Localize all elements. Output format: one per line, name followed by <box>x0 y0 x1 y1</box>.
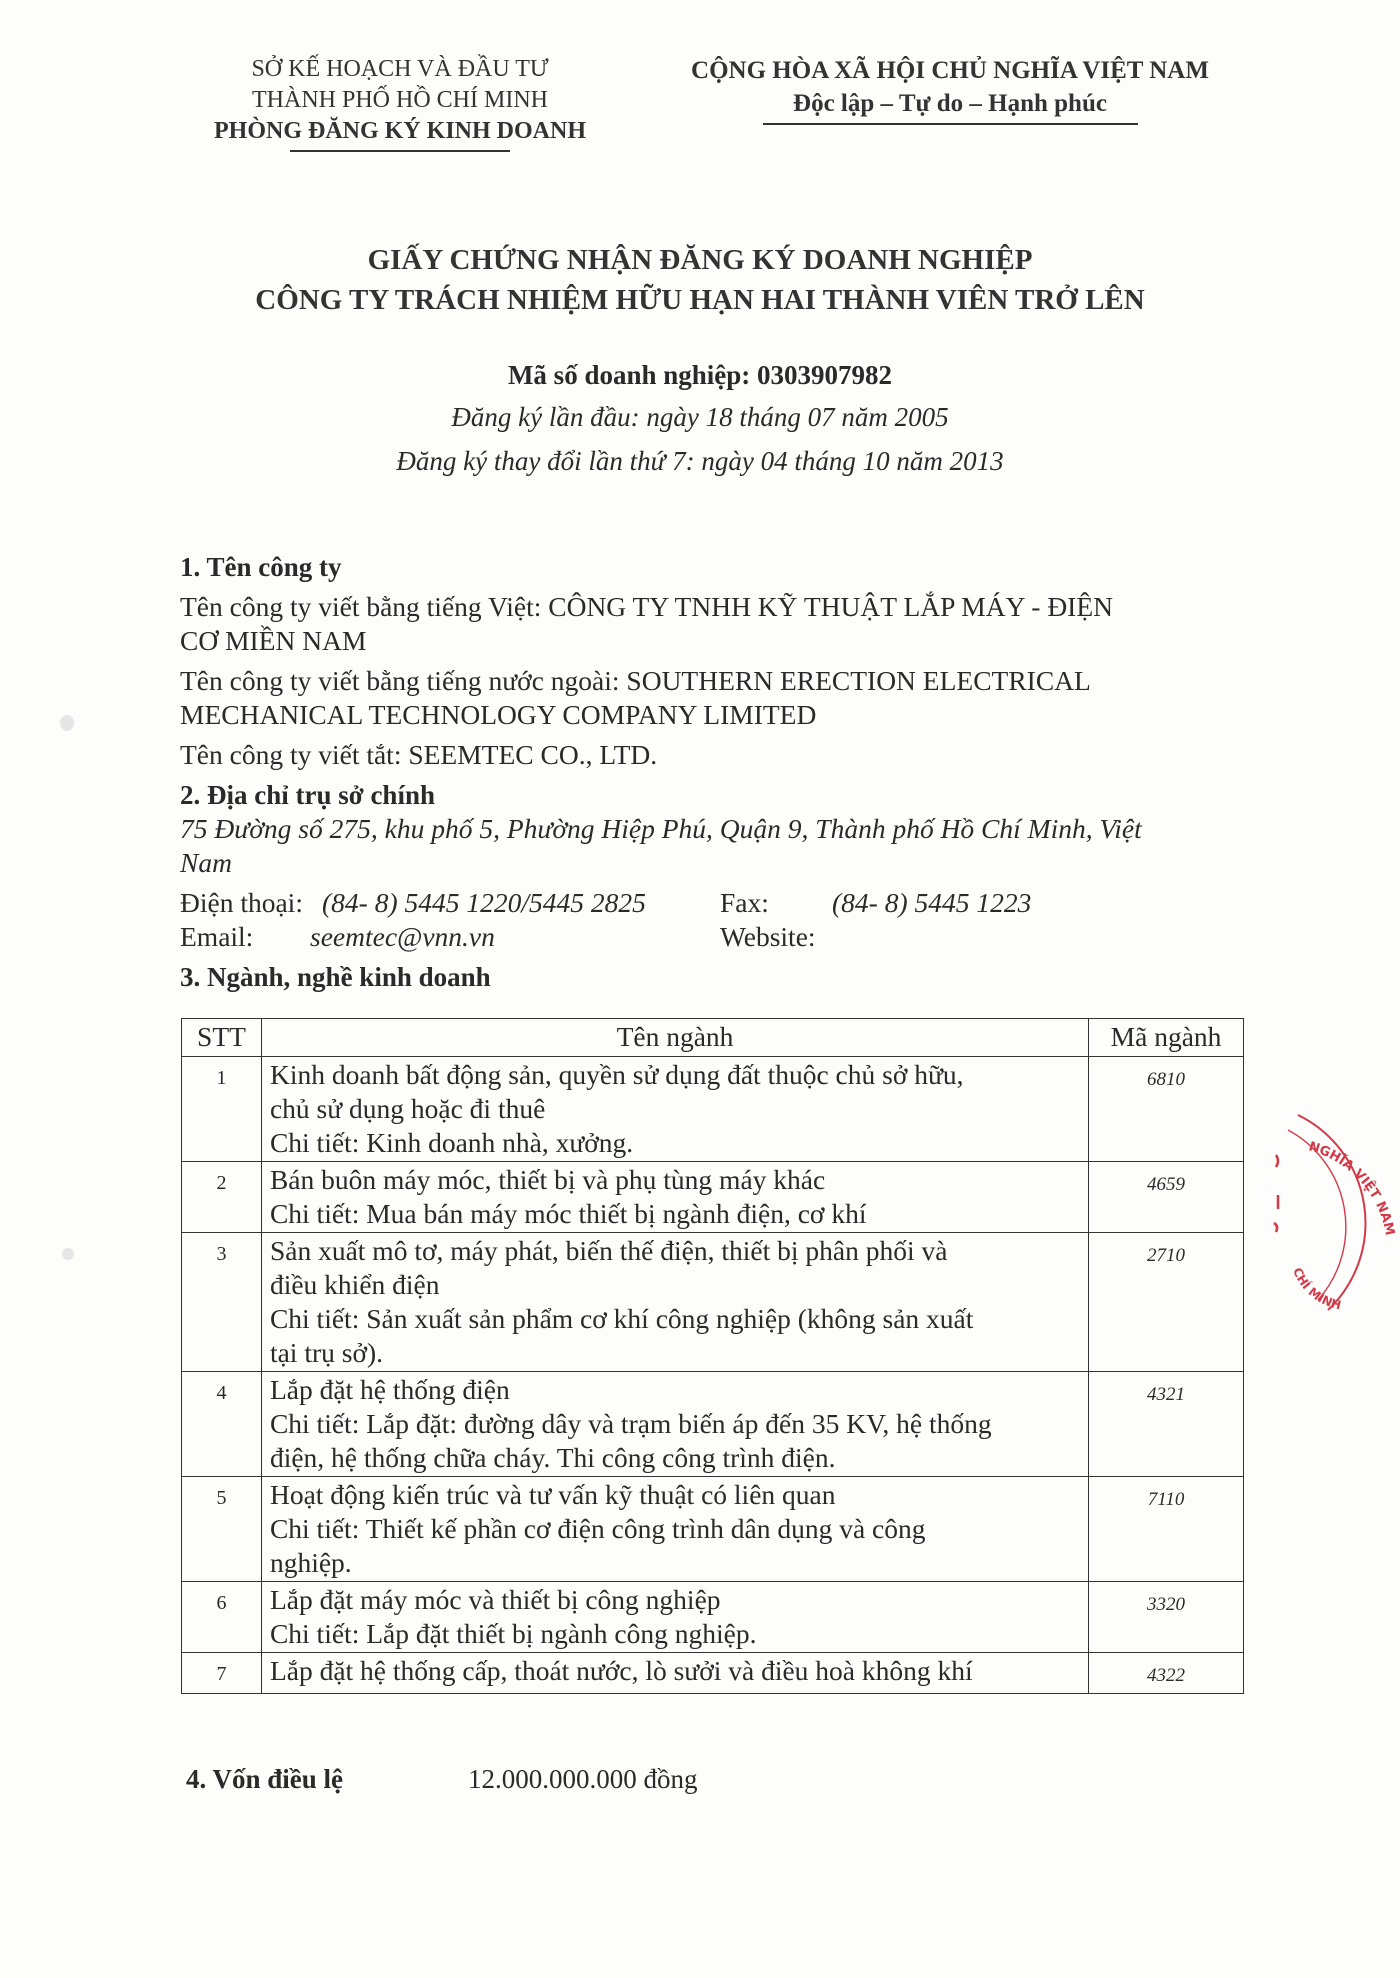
vietnamese-name-line-2: CƠ MIỀN NAM <box>180 625 367 656</box>
section-2-heading: 2. Địa chỉ trụ sở chính <box>180 780 435 810</box>
industry-name <box>261 1372 1088 1477</box>
short-name: Tên công ty viết tắt: SEEMTEC CO., LTD. <box>180 739 658 770</box>
row-number: 6 <box>182 1582 262 1653</box>
industry-code: 3320 <box>1089 1582 1244 1653</box>
email-label: Email: <box>180 921 254 952</box>
industry-name-line: Chi tiết: Lắp đặt thiết bị ngành công nghiệp. <box>269 1618 757 1649</box>
row-number: 4 <box>182 1372 262 1477</box>
email-value: seemtec@vnn.vn <box>310 921 495 952</box>
foreign-name-line-2: MECHANICAL TECHNOLOGY COMPANY LIMITED <box>180 699 817 730</box>
authority-line-2: THÀNH PHỐ HỒ CHÍ MINH <box>252 87 548 113</box>
column-header-name: Tên ngành <box>261 1019 1088 1057</box>
country-name: CỘNG HÒA XÃ HỘI CHỦ NGHĨA VIỆT NAM <box>691 57 1209 84</box>
authority-line-1: SỞ KẾ HOẠCH VÀ ĐẦU TƯ <box>251 56 549 82</box>
document-body <box>180 550 1260 994</box>
change-registration-date: Đăng ký thay đổi lần thứ 7: ngày 04 tháng 10 năm 2013 <box>396 446 1004 476</box>
svg-text:CHÍ MINH <box>1290 1266 1342 1313</box>
address-line-2: Nam <box>180 847 232 878</box>
table-body <box>182 1057 1244 1694</box>
seal-text-top: NGHĨA VIỆT NAM <box>1306 1139 1398 1237</box>
phone-value: (84- 8) 5445 1220/5445 2825 <box>322 887 646 918</box>
industry-name <box>261 1057 1088 1162</box>
industry-code: 2710 <box>1089 1233 1244 1372</box>
table-row <box>182 1372 1244 1477</box>
address-line-1: 75 Đường số 275, khu phố 5, Phường Hiệp Phú, Quận 9, Thành phố Hồ Chí Minh, Việt <box>180 813 1142 844</box>
scan-mark <box>60 715 74 731</box>
industry-code: 4322 <box>1089 1653 1244 1694</box>
industry-name-line: Lắp đặt hệ thống điện <box>269 1374 510 1405</box>
industry-name <box>261 1653 1088 1694</box>
charter-capital-value: 12.000.000.000 đồng <box>468 1764 698 1794</box>
industry-name-line: Sản xuất mô tơ, máy phát, biến thế điện, thiết bị phân phối và <box>269 1235 948 1266</box>
business-lines-table <box>181 1018 1244 1694</box>
fax-value: (84- 8) 5445 1223 <box>832 887 1032 918</box>
motto: Độc lập – Tự do – Hạnh phúc <box>793 90 1107 117</box>
industry-name-line: Chi tiết: Mua bán máy móc thiết bị ngành điện, cơ khí <box>269 1198 867 1229</box>
column-header-stt: STT <box>182 1019 262 1057</box>
industry-name-line: Bán buôn máy móc, thiết bị và phụ tùng máy khác <box>269 1164 826 1195</box>
table-row <box>182 1057 1244 1162</box>
company-type-title: CÔNG TY TRÁCH NHIỆM HỮU HẠN HAI THÀNH VIÊN TRỞ LÊN <box>255 284 1145 316</box>
svg-text:NGHĨA VIỆT NAM <box>1307 1139 1397 1236</box>
industry-name-line: tại trụ sở). <box>269 1337 384 1368</box>
industry-name <box>261 1233 1088 1372</box>
section-1-heading: 1. Tên công ty <box>180 552 342 582</box>
issuing-authority <box>190 54 610 152</box>
table-row <box>182 1653 1244 1694</box>
seal-graphic <box>1268 1095 1400 1325</box>
industry-code: 7110 <box>1089 1477 1244 1582</box>
row-number: 5 <box>182 1477 262 1582</box>
industry-name-line: nghiệp. <box>269 1547 352 1578</box>
industry-code: 6810 <box>1089 1057 1244 1162</box>
motto-underline <box>763 123 1138 125</box>
industry-code: 4659 <box>1089 1162 1244 1233</box>
foreign-name-line-1: Tên công ty viết bằng tiếng nước ngoài: SOUTHERN ERECTION ELECTRICAL <box>180 665 1091 696</box>
industry-name-line: Chi tiết: Lắp đặt: đường dây và trạm biến áp đến 35 KV, hệ thống <box>269 1408 992 1439</box>
website-label: Website: <box>720 921 816 952</box>
industry-name <box>261 1162 1088 1233</box>
fax-label: Fax: <box>720 887 769 918</box>
seal-text-bottom: CHÍ MINH <box>1290 1265 1343 1313</box>
row-number: 7 <box>182 1653 262 1694</box>
column-header-code: Mã ngành <box>1089 1019 1244 1057</box>
phone-label: Điện thoại: <box>180 887 303 918</box>
table-row <box>182 1477 1244 1582</box>
email-website-row <box>180 920 1260 954</box>
charter-capital <box>186 1764 698 1795</box>
industry-name-line: Lắp đặt hệ thống cấp, thoát nước, lò sưởi và điều hoà không khí <box>269 1655 973 1686</box>
industry-name-line: Hoạt động kiến trúc và tư vấn kỹ thuật có liên quan <box>269 1479 836 1510</box>
row-number: 2 <box>182 1162 262 1233</box>
industry-name-line: điện, hệ thống chữa cháy. Thi công công trình điện. <box>269 1442 836 1473</box>
vietnamese-name-line-1: Tên công ty viết bằng tiếng Việt: CÔNG TY TNHH KỸ THUẬT LẮP MÁY - ĐIỆN <box>180 591 1113 622</box>
section-3-heading: 3. Ngành, nghề kinh doanh <box>180 962 491 992</box>
row-number: 3 <box>182 1233 262 1372</box>
first-registration-date: Đăng ký lần đầu: ngày 18 tháng 07 năm 2005 <box>451 402 949 432</box>
scan-mark <box>62 1248 74 1260</box>
industry-name <box>261 1582 1088 1653</box>
industry-name-line: Chi tiết: Sản xuất sản phẩm cơ khí công nghiệp (không sản xuất <box>269 1303 974 1334</box>
enterprise-code: Mã số doanh nghiệp: 0303907982 <box>507 360 893 390</box>
industry-name-line: Chi tiết: Thiết kế phần cơ điện công trình dân dụng và công <box>269 1513 926 1544</box>
industry-name-line: Chi tiết: Kinh doanh nhà, xưởng. <box>269 1127 634 1158</box>
table-header-row <box>182 1019 1244 1057</box>
industry-name <box>261 1477 1088 1582</box>
authority-line-3: PHÒNG ĐĂNG KÝ KINH DOANH <box>214 118 586 144</box>
table-row <box>182 1233 1244 1372</box>
industry-name-line: Lắp đặt máy móc và thiết bị công nghiệp <box>269 1584 721 1615</box>
table-row <box>182 1162 1244 1233</box>
national-motto <box>670 54 1230 125</box>
section-4-heading: 4. Vốn điều lệ <box>186 1764 344 1794</box>
phone-fax-row <box>180 886 1260 920</box>
red-seal-stamp <box>1268 1095 1400 1325</box>
industry-code: 4321 <box>1089 1372 1244 1477</box>
industry-name-line: Kinh doanh bất động sản, quyền sử dụng đất thuộc chủ sở hữu, <box>269 1059 964 1090</box>
table-row <box>182 1582 1244 1653</box>
row-number: 1 <box>182 1057 262 1162</box>
industry-name-line: điều khiển điện <box>269 1269 440 1300</box>
industry-name-line: chủ sử dụng hoặc đi thuê <box>269 1093 546 1124</box>
certificate-title: GIẤY CHỨNG NHẬN ĐĂNG KÝ DOANH NGHIỆP <box>367 244 1033 276</box>
authority-underline <box>290 150 510 152</box>
